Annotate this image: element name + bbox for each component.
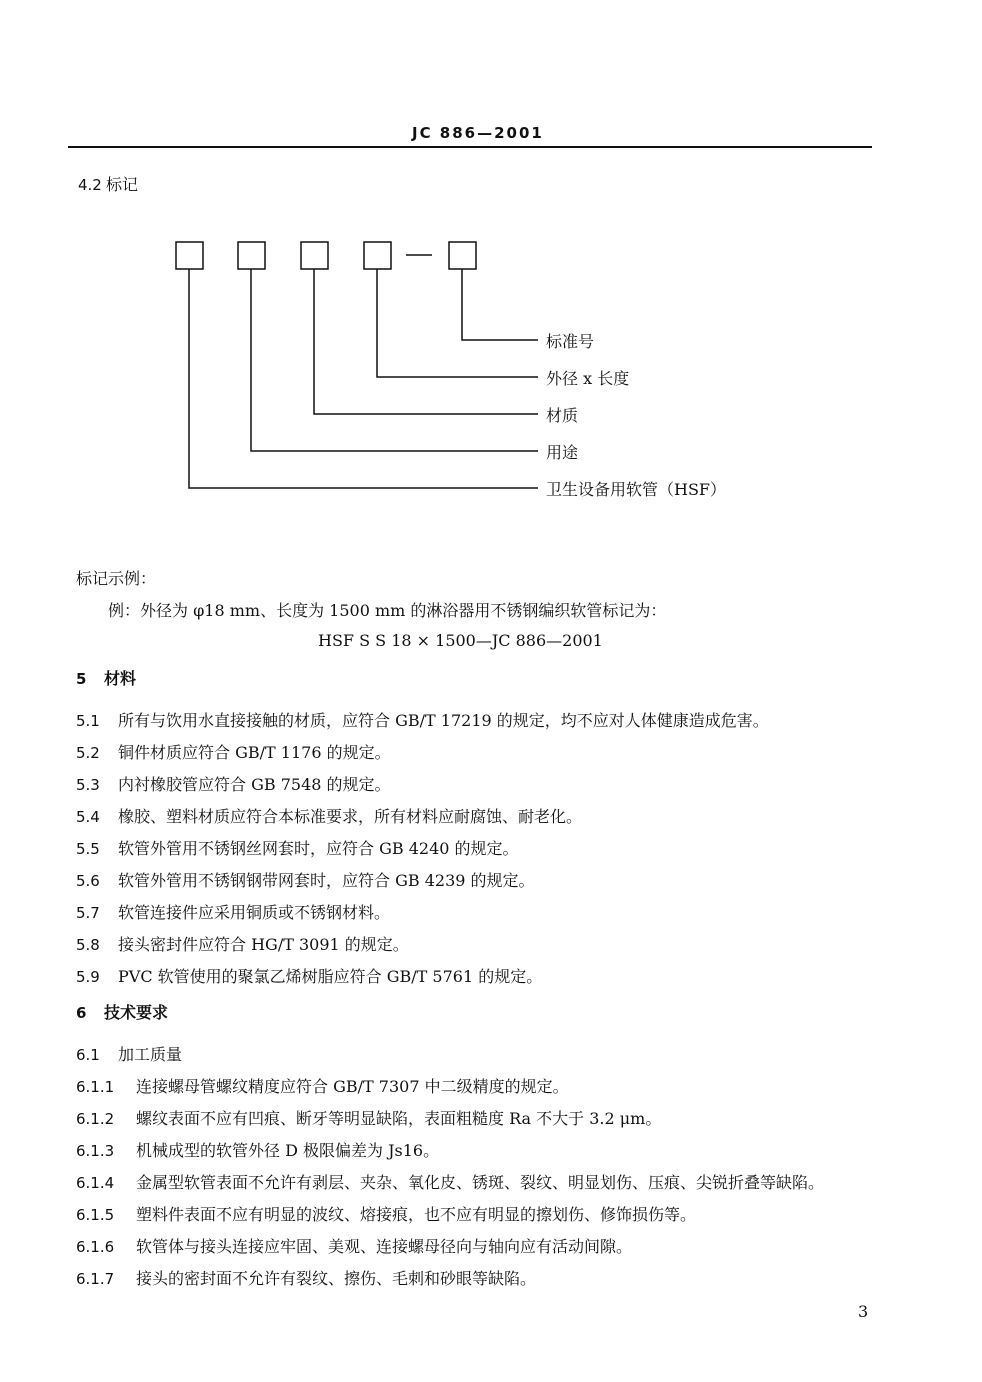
clause-number: 5.6 <box>76 872 100 890</box>
clause-text: 内衬橡胶管应符合 GB 7548 的规定。 <box>118 775 391 794</box>
clause-5-7 <box>76 900 390 923</box>
section-title: 标记 <box>106 175 139 194</box>
section-number: 4.2 <box>78 176 102 194</box>
clause-6-1-4 <box>76 1170 824 1193</box>
clause-number: 6.1.7 <box>76 1270 115 1288</box>
marking-diagram <box>0 0 982 520</box>
subsection-6-1-heading <box>76 1042 182 1065</box>
clause-number: 5.5 <box>76 840 100 858</box>
clause-text: 软管体与接头连接应牢固、美观、连接螺母径向与轴向应有活动间隙。 <box>136 1237 633 1256</box>
clause-6-1-5 <box>76 1202 696 1225</box>
label-usage: 用途 <box>546 443 579 462</box>
clause-5-3 <box>76 772 391 795</box>
clause-number: 5.2 <box>76 744 100 762</box>
clause-number: 6.1.3 <box>76 1142 115 1160</box>
clause-6-1-3 <box>76 1138 439 1161</box>
section-number: 5 <box>76 670 87 688</box>
section-title: 技术要求 <box>104 1003 169 1022</box>
clause-5-6 <box>76 868 535 891</box>
clause-number: 5.8 <box>76 936 100 954</box>
clause-5-1 <box>76 708 769 731</box>
clause-text: 连接螺母管螺纹精度应符合 GB/T 7307 中二级精度的规定。 <box>136 1077 569 1096</box>
section-number: 6.1 <box>76 1046 100 1064</box>
clause-text: PVC 软管使用的聚氯乙烯树脂应符合 GB/T 5761 的规定。 <box>118 967 543 986</box>
section-6-heading <box>76 1000 168 1023</box>
clause-number: 6.1.6 <box>76 1238 115 1256</box>
clause-number: 5.1 <box>76 712 100 730</box>
clause-text: 铜件材质应符合 GB/T 1176 的规定。 <box>118 743 391 762</box>
example-text: 例：外径为 φ18 mm、长度为 1500 mm 的淋浴器用不锈钢编织软管标记为： <box>108 601 667 620</box>
clause-number: 5.4 <box>76 808 100 826</box>
clause-5-9 <box>76 964 542 987</box>
clause-text: 机械成型的软管外径 D 极限偏差为 Js16。 <box>136 1141 440 1160</box>
clause-number: 5.7 <box>76 904 100 922</box>
label-diameter-length: 外径 x 长度 <box>546 369 630 388</box>
leader-line-3 <box>314 269 538 414</box>
clause-6-1-1 <box>76 1074 569 1097</box>
leader-line-2 <box>377 269 538 377</box>
clause-6-1-7 <box>76 1266 536 1289</box>
leader-line-4 <box>251 269 538 451</box>
leader-line-1 <box>462 269 538 340</box>
clause-text: 接头的密封面不允许有裂纹、擦伤、毛刺和砂眼等缺陷。 <box>136 1269 537 1288</box>
clause-text: 螺纹表面不应有凹痕、断牙等明显缺陷，表面粗糙度 Ra 不大于 3.2 μm。 <box>136 1109 662 1128</box>
clause-number: 5.9 <box>76 968 100 986</box>
label-hose-type: 卫生设备用软管（HSF） <box>546 480 727 499</box>
label-material: 材质 <box>546 406 579 425</box>
clause-text: 软管外管用不锈钢钢带网套时，应符合 GB 4239 的规定。 <box>118 871 535 890</box>
clause-6-1-6 <box>76 1234 632 1257</box>
clause-text: 塑料件表面不应有明显的波纹、熔接痕，也不应有明显的擦划伤、修饰损伤等。 <box>136 1205 697 1224</box>
clause-text: 所有与饮用水直接接触的材质，应符合 GB/T 17219 的规定，均不应对人体健康造成危害。 <box>118 711 769 730</box>
clause-number: 6.1.1 <box>76 1078 115 1096</box>
clause-text: 金属型软管表面不允许有剥层、夹杂、氧化皮、锈斑、裂纹、明显划伤、压痕、尖锐折叠等缺陷。 <box>136 1173 825 1192</box>
field-box-5 <box>449 242 476 269</box>
field-box-1 <box>176 242 203 269</box>
clause-number: 6.1.4 <box>76 1174 115 1192</box>
clause-text: 软管连接件应采用铜质或不锈钢材料。 <box>118 903 391 922</box>
example-title: 标记示例： <box>76 569 157 588</box>
field-box-2 <box>238 242 265 269</box>
clause-text: 橡胶、塑料材质应符合本标准要求，所有材料应耐腐蚀、耐老化。 <box>118 807 583 826</box>
clause-number: 5.3 <box>76 776 100 794</box>
clause-6-1-2 <box>76 1106 661 1129</box>
label-standard-number: 标准号 <box>546 332 595 351</box>
clause-number: 6.1.2 <box>76 1110 115 1128</box>
clause-5-8 <box>76 932 409 955</box>
example-code: HSF S S 18 × 1500—JC 886—2001 <box>318 631 603 650</box>
field-box-4 <box>364 242 391 269</box>
clause-text: 软管外管用不锈钢丝网套时，应符合 GB 4240 的规定。 <box>118 839 519 858</box>
page-number: 3 <box>858 1302 869 1321</box>
section-number: 6 <box>76 1004 87 1022</box>
section-5-heading <box>76 666 136 689</box>
section-title: 加工质量 <box>118 1045 183 1064</box>
standard-header: JC 886—2001 <box>412 124 544 142</box>
field-box-3 <box>301 242 328 269</box>
section-title: 材料 <box>104 669 137 688</box>
leader-line-5 <box>189 269 538 488</box>
clause-number: 6.1.5 <box>76 1206 115 1224</box>
clause-5-2 <box>76 740 391 763</box>
clause-5-4 <box>76 804 582 827</box>
clause-5-5 <box>76 836 519 859</box>
clause-text: 接头密封件应符合 HG/T 3091 的规定。 <box>118 935 409 954</box>
